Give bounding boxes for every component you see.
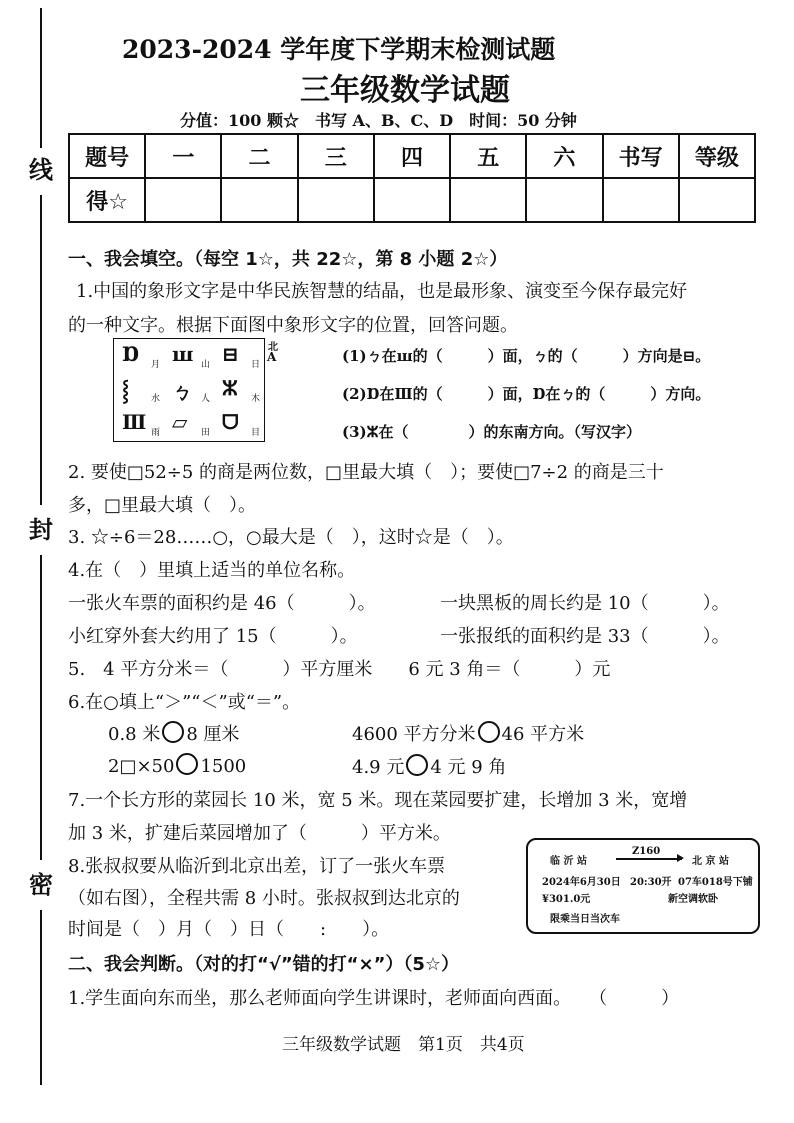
north-arrow-icon: A bbox=[267, 350, 277, 364]
grid-cell: ⵣ 木 bbox=[222, 376, 260, 404]
score-header-cell: 二 bbox=[221, 134, 297, 178]
ticket-seat: 07车018号下铺 bbox=[678, 877, 753, 888]
q1-line1: 1.中国的象形文字是中华民族智慧的结晶，也是最形象、演变至今保存最完好 bbox=[76, 281, 688, 302]
q7-line2: 加 3 米，扩建后菜园增加了（ ）平方米。 bbox=[68, 823, 451, 844]
score-header-cell: 三 bbox=[298, 134, 374, 178]
q1-line2: 的一种文字。根据下面图中象形文字的位置，回答问题。 bbox=[68, 315, 518, 336]
grid-cell: Ɒ 月 bbox=[122, 342, 160, 370]
q3-line: 3. ☆÷6＝28……○，○最大是（ ），这时☆是（ ）。 bbox=[68, 527, 514, 548]
pictograph-grid bbox=[113, 338, 265, 442]
q6-item-c: 2□×50 1500 bbox=[108, 753, 246, 777]
q7-line1: 7.一个长方形的菜园长 10 米，宽 5 米。现在菜园要扩建，长增加 3 米，宽增 bbox=[68, 790, 688, 811]
q4-line: 4.在（ ）里填上适当的单位名称。 bbox=[68, 560, 356, 581]
score-input-cell[interactable] bbox=[679, 178, 755, 222]
grid-cell: ⸾ 水 bbox=[122, 378, 160, 404]
score-header-cell: 等级 bbox=[679, 134, 755, 178]
margin-line-mid1 bbox=[40, 195, 42, 505]
ticket-from: 临 沂 站 bbox=[550, 856, 587, 867]
score-header-cell: 四 bbox=[374, 134, 450, 178]
q8-line1: 8.张叔叔要从临沂到北京出差，订了一张火车票 bbox=[68, 856, 446, 877]
q6-item-d: 4.9 元 4 元 9 角 bbox=[352, 753, 506, 779]
score-input-cell[interactable] bbox=[526, 178, 602, 222]
q8-line3: 时间是（ ）月（ ）日（ : ）。 bbox=[68, 919, 390, 940]
score-input-cell[interactable] bbox=[221, 178, 297, 222]
grid-question-1: (1)ㄅ在ꟺ的（ ）面，ㄅ的（ ）方向是⊟。 bbox=[342, 347, 711, 365]
grid-cell: Ⅲ 雨 bbox=[122, 410, 160, 438]
score-header-cell: 六 bbox=[526, 134, 602, 178]
margin-char-mi: 密 bbox=[26, 865, 56, 900]
arrow-right-icon bbox=[616, 858, 682, 860]
section2-title: 二、我会判断。（对的打“√”错的打“×”）（5☆） bbox=[68, 954, 460, 975]
ticket-price: ¥301.0元 bbox=[542, 894, 591, 905]
grid-cell: ㄅ 人 bbox=[172, 380, 210, 404]
north-label: 北 bbox=[268, 342, 278, 353]
ticket-train-number: Z160 bbox=[632, 846, 661, 857]
q6-item-b: 4600 平方分米 46 平方米 bbox=[352, 720, 584, 746]
score-header-cell: 书写 bbox=[603, 134, 679, 178]
score-header-cell: 五 bbox=[450, 134, 526, 178]
q4-item-a: 一张火车票的面积约是 46（ ）。 bbox=[68, 593, 376, 614]
score-header-row bbox=[69, 134, 755, 178]
score-value-row bbox=[69, 178, 755, 222]
grid-cell: ⊟ 日 bbox=[222, 342, 260, 370]
score-table bbox=[68, 133, 756, 223]
score-input-cell[interactable] bbox=[145, 178, 221, 222]
judge-q1: 1.学生面向东而坐，那么老师面向学生讲课时，老师面向西面。 （ ） bbox=[68, 988, 680, 1009]
q4-item-b: 一块黑板的周长约是 10（ ）。 bbox=[440, 593, 730, 614]
q6-item-a: 0.8 米 8 厘米 bbox=[108, 720, 240, 746]
compare-circle[interactable] bbox=[406, 754, 428, 776]
ticket-time: 20:30开 bbox=[630, 877, 672, 888]
q2-line1: 2. 要使□52÷5 的商是两位数，□里最大填（ ）；要使□7÷2 的商是三十 bbox=[68, 462, 664, 483]
ticket-to: 北 京 站 bbox=[692, 856, 729, 867]
margin-line-bottom bbox=[40, 910, 42, 1085]
score-input-cell[interactable] bbox=[450, 178, 526, 222]
ticket-type: 新空调软卧 bbox=[668, 894, 718, 905]
q8-line2: （如右图），全程共需 8 小时。张叔叔到达北京的 bbox=[68, 888, 460, 909]
page-footer: 三年级数学试题 第1页 共4页 bbox=[282, 1035, 525, 1055]
grid-cell: ▱ 田 bbox=[172, 410, 210, 438]
ticket-date: 2024年6月30日 bbox=[542, 877, 621, 888]
train-ticket bbox=[526, 838, 760, 934]
margin-char-feng: 封 bbox=[26, 510, 56, 545]
exam-subtitle: 三年级数学试题 bbox=[300, 73, 510, 108]
compare-circle[interactable] bbox=[478, 721, 500, 743]
margin-line-mid2 bbox=[40, 555, 42, 860]
score-input-cell[interactable] bbox=[374, 178, 450, 222]
score-input-cell[interactable] bbox=[603, 178, 679, 222]
q5-line: 5. 4 平方分米＝（ ）平方厘米 6 元 3 角＝（ ）元 bbox=[68, 659, 611, 680]
grid-cell: ᗜ 目 bbox=[222, 410, 260, 438]
score-row-label: 得☆ bbox=[69, 178, 145, 222]
q4-item-d: 一张报纸的面积约是 33（ ）。 bbox=[440, 626, 730, 647]
compare-circle[interactable] bbox=[162, 721, 184, 743]
exam-title: 2023-2024 学年度下学期末检测试题 bbox=[122, 35, 556, 64]
margin-line-top bbox=[40, 8, 42, 148]
grid-question-2: (2)Ɒ在Ⅲ的（ ）面，Ɒ在ㄅ的（ ）方向。 bbox=[342, 385, 711, 403]
grid-question-3: (3)ⵣ在（ ）的东南方向。（写汉字） bbox=[342, 423, 641, 441]
score-header-cell: 一 bbox=[145, 134, 221, 178]
compare-circle[interactable] bbox=[176, 753, 198, 775]
exam-meta: 分值：100 颗☆ 书写 A、B、C、D 时间：50 分钟 bbox=[180, 111, 577, 130]
ticket-note: 限乘当日当次车 bbox=[550, 914, 620, 925]
score-header-cell: 题号 bbox=[69, 134, 145, 178]
q6-line: 6.在○填上“＞”“＜”或“＝”。 bbox=[68, 692, 301, 713]
q2-line2: 多，□里最大填（ ）。 bbox=[68, 495, 257, 516]
score-input-cell[interactable] bbox=[298, 178, 374, 222]
q4-item-c: 小红穿外套大约用了 15（ ）。 bbox=[68, 626, 358, 647]
grid-cell: ꟺ 山 bbox=[172, 342, 210, 370]
section1-title: 一、我会填空。（每空 1☆，共 22☆，第 8 小题 2☆） bbox=[68, 249, 508, 270]
margin-char-xian: 线 bbox=[26, 150, 56, 185]
